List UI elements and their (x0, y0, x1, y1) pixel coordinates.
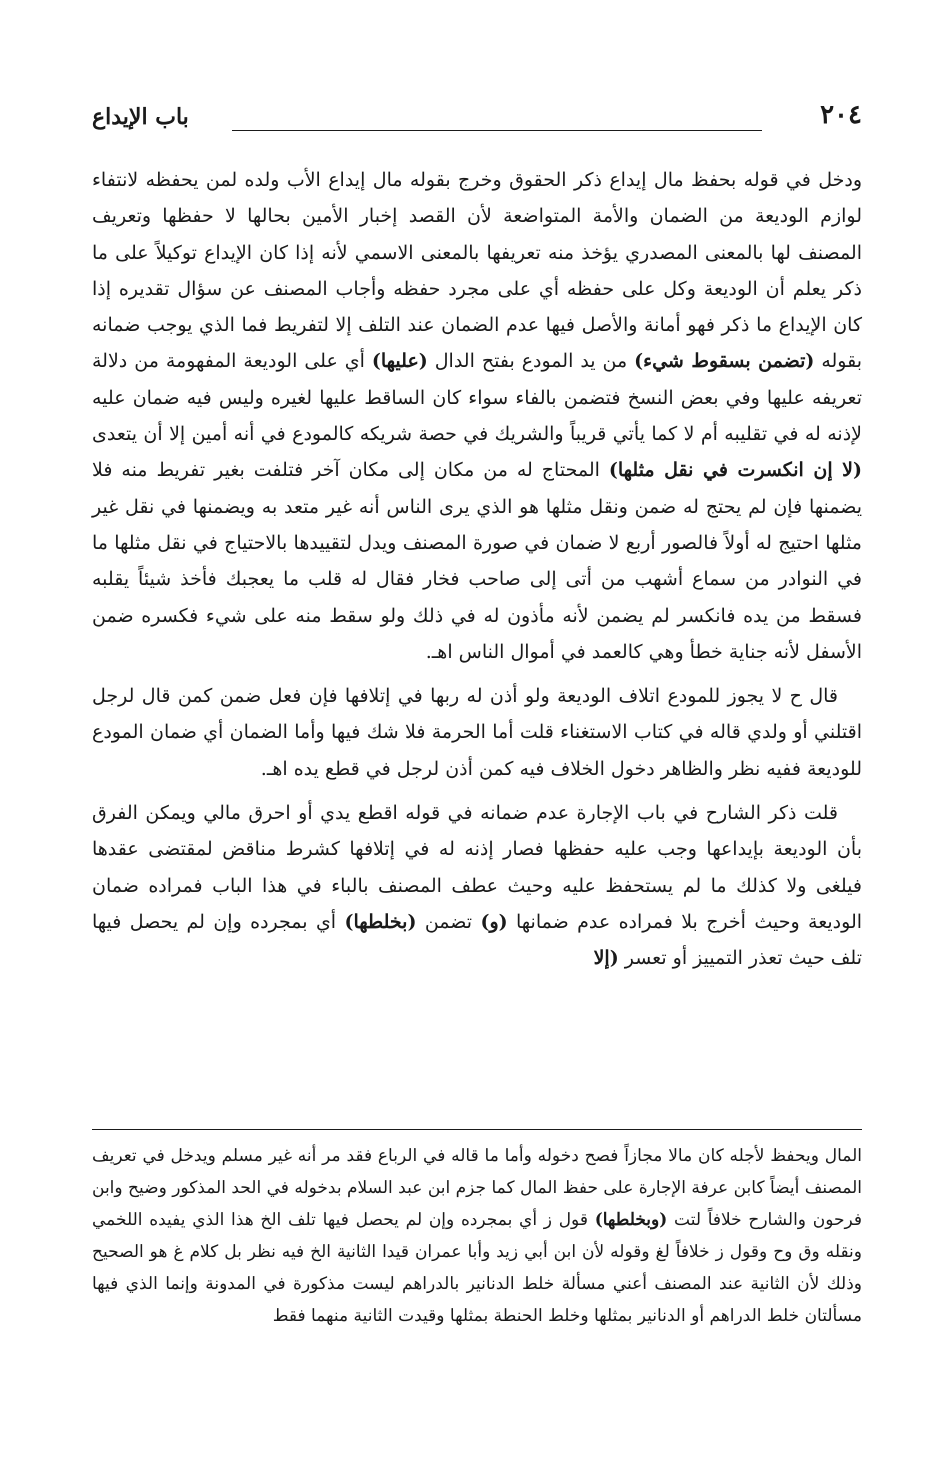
matn-quote: (عليها) (371, 350, 428, 373)
header-rule (232, 130, 762, 131)
paragraph-3 (92, 795, 862, 976)
page-number: ٢٠٤ (820, 100, 862, 130)
text-run: قلت ذكر الشارح في باب الإجارة عدم ضمانه في قوله اقطع يدي أو احرق مالي ويمكن الفرق بأن الوديعة بإيداعها وجب عليه حفظها فصار إذنه له في إتلافها كشرط مناقض لمقتضى عقدها فيلغى ولا كذلك ما لم يستحفظ عليه وحيث عطف المصنف بالباء في هذا الباب فمراده ضمان الوديعة وحيث أخرج بلا فمراده عدم ضمانها (92, 802, 863, 933)
main-text (92, 162, 862, 977)
paragraph-1 (92, 162, 862, 670)
matn-quote: (لا إن انكسرت في نقل مثلها) (608, 459, 862, 482)
text-run: قول ز أي بمجرده وإن لم يحصل فيها تلف الخ هذا الذي يفيده اللخمي ونقله وق وح وقول ز خلافاً لغ وقوله لأن ابن أبي زيد وأبا عمران قيدا الثانية الخ فيه نظر بل كلام غ هو الصحيح وذلك لأن الثانية عند المصنف أعني مسألة خلط الدنانير بالدراهم ليست مذكورة في المدونة وإنما الذي فيها مسألتان خلط الدراهم أو الدنانير بمثلها وخلط الحنطة بمثلها وقيدت الثانية منهما فقط (92, 1210, 862, 1326)
text-run: من يد المودع بفتح الدال (434, 350, 628, 373)
matn-quote: (وبخلطها) (594, 1210, 668, 1230)
text-run: أي بمجرده وإن لم يحصل فيها تلف حيث تعذر التمييز أو تعسر (92, 910, 862, 970)
matn-quote: (إلا (593, 947, 619, 970)
text-run: المحتاج له من مكان إلى مكان آخر فتلفت بغير تفريط منه فلا يضمنها فإن لم يحتج له ضمن ونقل مثلها هو الذي يرى الناس أنه غير متعد به ويضمنها في نقل غير مثلها احتيج له أولاً فالصور أربع لا ضمان في صورة المصنف ويدل لتقييدها بالاحتياج في نقل مثلها ما في النوادر من سماع أشهب من أتى إلى صاحب فخار فقال له قلب ما يعجبك فأخذ شيئاً يقلبه فسقط من يده فانكسر لم يضمن لأنه مأذون له في ذلك ولو سقط منه على شيء فكسره ضمن الأسفل لأنه جناية خطأ وهي كالعمد في أموال الناس اهـ. (92, 459, 862, 663)
footnote-divider (92, 1129, 862, 1130)
text-run: أي على الوديعة المفهومة من دلالة تعريفه عليها وفي بعض النسخ فتضمن بالفاء سواء كان الساقط عليها لغيره وليس فيه ضمان عليه لإذنه له في تقليبه أم لا كما يأتي قريباً والشريك في حصة شريكه كالمودع في أنه أمين إلا أن يتعدى (92, 350, 862, 446)
text-run: المال ويحفظ لأجله كان مالا مجازاً فصح دخوله وأما ما قاله في الرباع فقد مر أنه غير مسلم ويدخل في تعريف المصنف أيضاً كابن عرفة الإجارة على حفظ المال كما جزم ابن عبد السلام بدخوله في الحد المذكور وضيح وابن فرحون والشارح خلافاً لتت (92, 1146, 863, 1230)
matn-quote: (بخلطها) (344, 910, 417, 933)
page-header (92, 98, 862, 142)
chapter-title: باب الإيداع (92, 104, 189, 130)
footnote-paragraph (92, 1140, 862, 1332)
matn-quote: (تضمن بسقوط شيء) (634, 350, 815, 373)
text-run: ودخل في قوله بحفظ مال إيداع ذكر الحقوق وخرج بقوله مال إيداع الأب ولده لمن يحفظه لانتفاء لوازم الوديعة من الضمان والأمة المتواضعة لأن القصد إخبار الأمين بحالها لا حفظها وتعريف المصنف لها بالمعنى المصدري يؤخذ منه تعريفها بالمعنى الاسمي لأنه إذا كان الإيداع توكيلاً على ما ذكر يعلم أن الوديعة وكل على حفظه أي على مجرد حفظه وأجاب المصنف عن سؤال تقديره إذا كان الإيداع ما ذكر فهو أمانة والأصل فيها عدم الضمان عند التلف إلا لتفريط فما الذي يوجب ضمانه بقوله (92, 169, 863, 373)
footnotes (92, 1140, 862, 1332)
paragraph-2: قال ح لا يجوز للمودع اتلاف الوديعة ولو أذن له ربها في إتلافها فإن فعل ضمن كمن قال لرجل اقتلني أو ولدي قاله في كتاب الاستغناء قلت أما الحرمة فلا شك فيها وأما الضمان أي ضمان المودع للوديعة ففيه نظر والظاهر دخول الخلاف فيه كمن أذن لرجل في قطع يده اهـ. (92, 685, 862, 780)
text-run: تضمن (424, 910, 473, 933)
matn-quote: (و) (480, 910, 508, 933)
